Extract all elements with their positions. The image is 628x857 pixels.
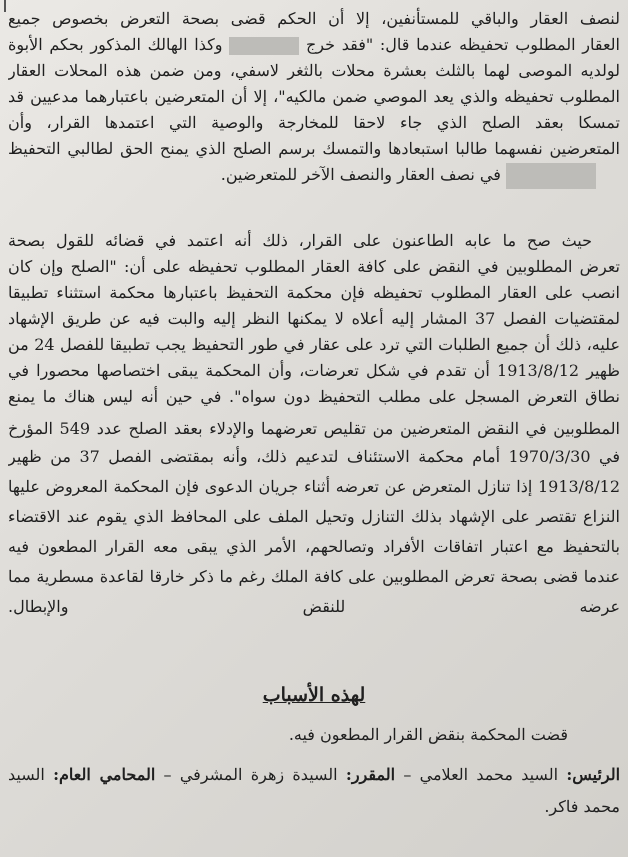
text-line — [8, 162, 596, 189]
text-fragment: في نصف العقار والنصف الآخر للمتعرضين. — [220, 165, 501, 184]
text-line: لمقتضيات الفصل 37 المشار إليه أعلاه لا يمكنها النظر إليه والبت فيه عن طريق الإشهاد — [8, 309, 620, 328]
text-fragment: وكذا الهالك المذكور بحكم الأبوة — [8, 35, 223, 54]
redacted-name — [506, 163, 596, 189]
text-line: المتعرضين نفسهما طالبا استبعادها والتمسك برسم الصلح الذي يمنح الحق لطالبي التحفيظ — [8, 139, 620, 158]
ruling-line: قضت المحكمة بنقض القرار المطعون فيه. — [288, 725, 568, 744]
president-name: السيد محمد العلامي — [419, 765, 559, 784]
panel-line: الرئيس: السيد محمد العلامي – المقرر: السيدة زهرة المشرفي – المحامي العام: السيد — [8, 765, 620, 784]
text-line: حيث صح ما عابه الطاعنون على القرار، ذلك أنه اعتمد في قضائه للقول بصحة — [8, 231, 592, 250]
rapporteur-name: السيدة زهرة المشرفي — [179, 765, 338, 784]
text-line: تعرض المطلوبين في النقض على كافة العقار المطلوب تحفيظه على أن: "الصلح وإن كان — [8, 257, 620, 276]
section-heading: لهذه الأسباب — [262, 684, 366, 706]
president-label: الرئيس: — [566, 765, 620, 784]
text-line: انصب على العقار المطلوب تحفيظه فإن محكمة التحفيظ باعتبارها محكمة استثناء تطبيقا — [8, 283, 620, 302]
text-line: بالتحفيظ مع اعتبار اتفاقات الأفراد وتصالحهم، الأمر الذي يبقى معه القرار المطعون فيه — [8, 537, 620, 556]
text-line: في 1970/3/30 أمام محكمة الاستئناف لتدعيم ذلك، وأنه بمقتضى الفصل 37 من ظهير — [8, 447, 620, 466]
panel-line: محمد فاكر. — [544, 797, 620, 816]
rapporteur-label: المقرر: — [345, 765, 396, 784]
redacted-name — [229, 37, 299, 55]
text-fragment: العقار المطلوب تحفيظه عندما قال: "فقد خرج — [305, 35, 620, 54]
text-line: عليه، ذلك أن جميع الطلبات التي ترد على عقار في طور التحفيظ يجب تطبيقا للفصل 24 من — [8, 335, 620, 354]
text-line: ظهير 1913/8/12 أن تقدم في شكل تعرضات، وأن المحكمة يبقى اختصاصها محصورا في — [8, 361, 620, 380]
attorney-label: المحامي العام: — [53, 765, 156, 784]
text-line: عندما قضى بصحة تعرض المطلوبين على كافة الملك رغم ما ذكر خارقا لقاعدة مسطرية مما — [8, 567, 620, 586]
page-edge-mark — [4, 0, 6, 12]
text-line: تمسكا بعقد الصلح الذي جاء لاحقا للمخارجة والوصية التي اعتمدها القرار، وأن — [8, 113, 620, 132]
text-line: لنصف العقار والباقي للمستأنفين، إلا أن الحكم قضى بصحة التعرض بخصوص جميع — [8, 9, 620, 28]
text-line: النزاع تقتصر على الإشهاد بذلك التنازل وتحيل الملف على المحافظ الذي يقوم عند الاقتضاء — [8, 507, 620, 526]
attorney-name: السيد — [8, 765, 45, 784]
text-line: نطاق التعرض المسجل على مطلب التحفيظ دون سواه". في حين أنه ليس هناك ما يمنع — [8, 387, 620, 406]
text-line: لولديه الموصى لهما بالثلث بعشرة محلات بالثغر لاسفي، ومن ضمن هذه المحلات العقار — [8, 61, 620, 80]
text-line: عرضه للنقض والإبطال. — [8, 597, 620, 616]
text-line: 1913/8/12 إذا تنازل المتعرض عن تعرضه أثناء جريان الدعوى فإن المحكمة المعروض عليها — [8, 477, 620, 496]
text-line: المطلوب تحفيظه والذي يعد الموصي ضمن مالكيه"، إلا أن المتعرضين باعتبارهما مدعيين قد — [8, 87, 620, 106]
text-line — [8, 32, 620, 58]
text-line: المطلوبين في النقض المتعرضين من تقليص تعرضهما والإدلاء بعقد الصلح عدد 549 المؤرخ — [8, 419, 620, 438]
